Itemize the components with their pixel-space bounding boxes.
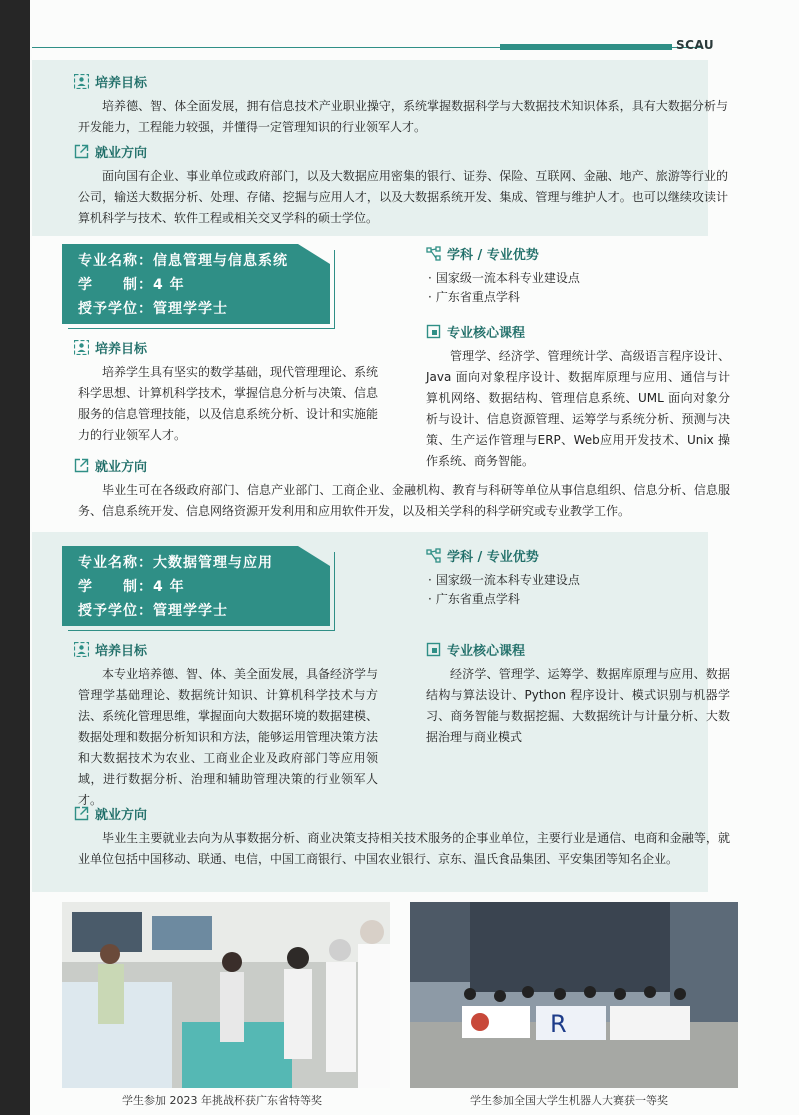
major3-adv-title: 学科 / 专业优势 [426,546,539,565]
arrow-out-icon [74,144,89,159]
header-accent-bar [500,44,672,50]
major2-adv-list [428,269,580,307]
major2-career-title: 就业方向 [74,456,147,475]
major3-adv-list [428,571,580,609]
list-item: · 国家级一流本科专业建设点 [428,269,580,288]
major2-course-text: 管理学、经济学、管理统计学、高级语言程序设计、Java 面向对象程序设计、数据库原理与应用、通信与计算机网络、数据结构、管理信息系统、UML 面向对象分析与设计、信息资源管理、运筹学与系统分析、预测与决策、生产运作管理与ERP、Web应用开发技术、Unix 操作系统、商务智能。 [426,349,730,468]
major3-name: 专业名称：大数据管理与应用 [78,555,273,571]
major2-adv-title: 学科 / 专业优势 [426,244,539,263]
major3-course-text: 经济学、管理学、运筹学、数据库原理与应用、数据结构与算法设计、Python 程序设计、模式识别与机器学习、商务智能与数据挖掘、大数据统计与计量分析、大数据治理与商业模式 [426,667,730,744]
photo-robot-contest [410,902,738,1088]
section1-career-title: 就业方向 [74,142,147,161]
page-edge [0,0,30,1115]
caption-right: 学生参加全国大学生机器人大赛获一等奖 [470,1094,668,1107]
caption-left: 学生参加 2023 年挑战杯获广东省特等奖 [122,1094,322,1107]
header-logo: SCAU [676,38,715,52]
major3-career-title: 就业方向 [74,804,147,823]
people-icon [74,74,89,89]
arrow-out-icon [74,806,89,821]
arrow-out-icon [74,458,89,473]
list-item: · 国家级一流本科专业建设点 [428,571,580,590]
major3-career-text: 毕业生主要就业去向为从事数据分析、商业决策支持相关技术服务的企事业单位，主要行业是通信、电商和金融等，就业单位包括中国移动、联通、电信，中国工商银行、中国农业银行、京东、温氏食品集团、平安集团等知名企业。 [78,831,730,866]
major3-goal-text: 本专业培养德、智、体、美全面发展，具备经济学与管理学基础理论、数据统计知识、计算机科学技术与方法、系统化管理思维，掌握面向大数据环境的数据建模、数据处理和数据分析知识和方法，能够运用管理决策方法和大数据技术为农业、工商业企业及政府部门等应用领域，进行数据分析、治理和辅助管理决策的行业领军人才。 [78,667,379,807]
section1-career-text: 面向国有企业、事业单位或政府部门，以及大数据应用密集的银行、证券、保险、互联网、金融、地产、旅游等行业的公司，输送大数据分析、处理、存储、挖掘与应用人才，以及大数据系统开发、集成、管理与维护人才。也可以继续攻读计算机科学与技术、软件工程或相关交叉学科的硕士学位。 [78,169,728,225]
section1-goal-text: 培养德、智、体全面发展，拥有信息技术产业职业操守，系统掌握数据科学与大数据技术知识体系，具有大数据分析与开发能力，工程能力较强，并懂得一定管理知识的行业领军人才。 [78,99,728,134]
people-icon [74,340,89,355]
major2-name: 专业名称：信息管理与信息系统 [78,253,288,269]
major2-career-text: 毕业生可在各级政府部门、信息产业部门、工商企业、金融机构、教育与科研等单位从事信息组织、信息分析、信息服务、信息系统开发、信息网络资源开发利用和应用软件开发，以及相关学科的科学研究或专业教学工作。 [78,483,730,518]
list-item: · 广东省重点学科 [428,590,580,609]
list-item: · 广东省重点学科 [428,288,580,307]
major2-course-title: 专业核心课程 [426,322,525,341]
major2-goal-text: 培养学生具有坚实的数学基础，现代管理理论、系统科学思想、计算机科学技术，掌握信息分析与决策、信息服务的信息管理技能，以及信息系统分析、设计和实施能力的行业领军人才。 [78,365,379,442]
share-icon [426,548,441,563]
major2-goal-title: 培养目标 [74,338,147,357]
book-icon [426,642,441,657]
major2-degree: 授予学位：管理学学士 [78,301,228,317]
major3-course-title: 专业核心课程 [426,640,525,659]
major3-duration: 学 制：4 年 [78,579,185,595]
book-icon [426,324,441,339]
major3-degree: 授予学位：管理学学士 [78,603,228,619]
svg-text:R: R [550,1010,567,1038]
section1-goal-title: 培养目标 [74,72,147,91]
share-icon [426,246,441,261]
people-icon [74,642,89,657]
photo-challenge-cup [62,902,390,1088]
major2-banner [62,244,330,324]
major2-duration: 学 制：4 年 [78,277,185,293]
major3-goal-title: 培养目标 [74,640,147,659]
major3-banner [62,546,330,626]
